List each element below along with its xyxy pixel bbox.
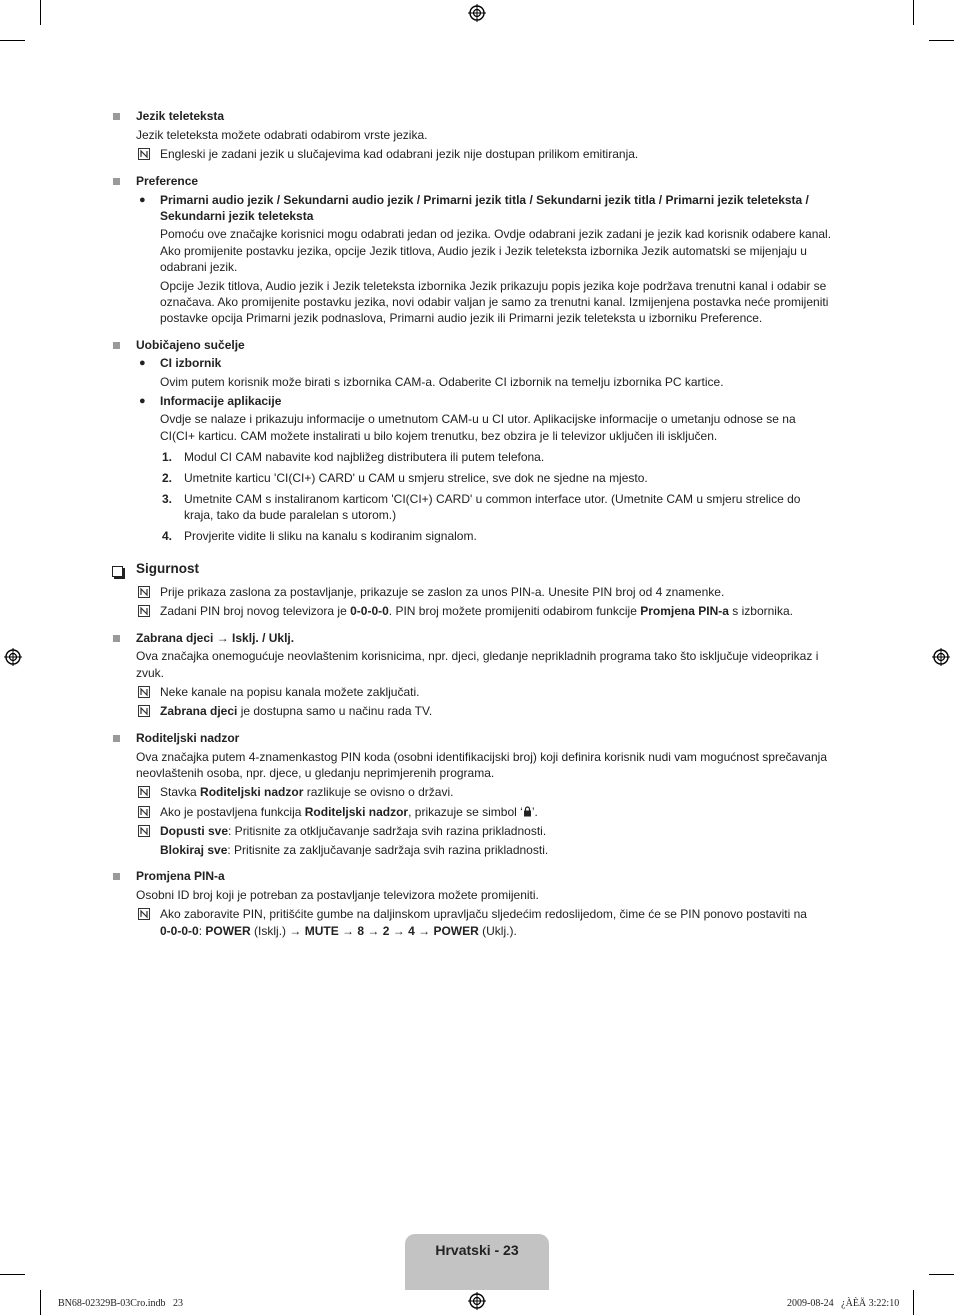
note-icon xyxy=(138,806,150,818)
paragraph-line: Ovdje se nalaze i prikazuju informacije o umetnutom CAM-u u CI utor. Aplikacijske informacije o umetanju odnose se na xyxy=(160,412,796,426)
section-title xyxy=(136,630,294,647)
note-icon xyxy=(138,148,150,160)
note-text-part: s izbornika. xyxy=(728,604,793,618)
step-text: Modul CI CAM nabavite kod najbližeg distributera ili putem telefona. xyxy=(184,450,545,464)
bullet-title: CI izbornik xyxy=(160,356,222,370)
title-part: Isklj. / Uklj. xyxy=(232,631,295,645)
note-text: Engleski je zadani jezik u slučajevima kad odabrani jezik nije dostupan prilikom emitiranja. xyxy=(160,147,639,161)
key-sequence-part: 8 xyxy=(357,924,365,938)
key-sequence-part: 0-0-0-0 xyxy=(160,924,199,938)
key-sequence xyxy=(160,923,517,940)
paragraph-line: postavke opcija Primarni jezik podnaslova, Primarni audio jezik ili Primarni jezik teleteksta u izborniku Preference. xyxy=(160,311,763,325)
paragraph: Jezik teleteksta možete odabrati odabirom vrste jezika. xyxy=(136,128,428,142)
square-bullet-icon xyxy=(113,342,120,349)
square-bullet-icon xyxy=(113,735,120,742)
note-text-part: Stavka xyxy=(160,785,201,799)
crop-mark xyxy=(929,1274,954,1275)
paragraph-line: označava. Ako promijenite postavku jezika, novi odabir valjan je samo za trenutni kanal. Izmijenjena postavka neće promijeniti xyxy=(160,295,829,309)
note-text-part: : Pritisnite za zaključavanje sadržaja svih razina prikladnosti. xyxy=(227,843,549,857)
square-bullet-icon xyxy=(113,113,120,120)
checkbox-bullet-icon xyxy=(112,566,123,577)
note-text-part: . PIN broj možete promijeniti odabirom funkcije xyxy=(388,604,641,618)
paragraph-line: Ova značajka onemogućuje neovlaštenim korisnicima, npr. djeci, gledanje neprikladnih programa tako što isključuje videoprikaz i xyxy=(136,649,819,663)
key-sequence-part: POWER xyxy=(205,924,251,938)
key-sequence-part: → xyxy=(414,924,434,938)
default-pin: 0-0-0-0 xyxy=(350,604,389,618)
paragraph-line: zvuk. xyxy=(136,666,165,680)
registration-mark-icon xyxy=(4,648,22,666)
note-icon xyxy=(138,908,150,920)
square-bullet-icon xyxy=(113,178,120,185)
square-bullet-icon xyxy=(113,635,120,642)
registration-mark-icon xyxy=(468,4,486,22)
note-text: Ako zaboravite PIN, pritišćite gumbe na daljinskom upravljaču sljedećim redoslijedom, čime će se PIN ponovo postaviti na xyxy=(160,907,807,921)
paragraph-line: neovlaštenih osoba, npr. djece, u gledanju neprimjerenih programa. xyxy=(136,766,495,780)
key-sequence-part: → xyxy=(338,924,358,938)
arrow: → xyxy=(213,631,233,645)
note-text xyxy=(160,603,793,620)
print-date: 2009-08-24 ¿ÀÈÄ 3:22:10 xyxy=(787,1298,900,1309)
note-text-part: Ako je postavljena funkcija xyxy=(160,805,305,819)
file-info: BN68-02329B-03Cro.indb 23 xyxy=(58,1298,183,1309)
key-sequence-part: → xyxy=(389,924,409,938)
option-name: Blokiraj sve xyxy=(160,843,228,857)
paragraph-line: odabrani jezik. xyxy=(160,260,238,274)
note-icon xyxy=(138,605,150,617)
note-icon xyxy=(138,825,150,837)
key-sequence-part: 4 xyxy=(408,924,415,938)
note-text xyxy=(160,804,538,821)
note-text: Prije prikaza zaslona za postavljanje, prikazuje se zaslon za unos PIN-a. Unesite PIN broj od 4 znamenke. xyxy=(160,585,725,599)
section-heading: Sigurnost xyxy=(136,561,199,576)
key-sequence-part: → xyxy=(364,924,383,938)
note-icon xyxy=(138,705,150,717)
note-text-part: je dostupna samo u načinu rada TV. xyxy=(237,704,433,718)
feature-name: Roditeljski nadzor xyxy=(304,805,409,819)
section-title: Jezik teleteksta xyxy=(136,109,225,123)
key-sequence-part: : xyxy=(198,924,206,938)
title-part: Zabrana djeci xyxy=(136,631,214,645)
paragraph-line: Ova značajka putem 4-znamenkastog PIN koda (osobni identifikacijski broj) koji definira korisnik nudi vam mogućnost sprečavanja xyxy=(136,750,827,764)
crop-mark xyxy=(40,0,41,25)
feature-name: Roditeljski nadzor xyxy=(200,785,304,799)
key-sequence-part: 2 xyxy=(382,924,390,938)
bullet-title: Primarni audio jezik / Sekundarni audio jezik / Primarni jezik titla / Sekundarni jezik titla / Primarni jezik teleteksta / xyxy=(160,193,809,207)
step-text: Provjerite vidite li sliku na kanalu s kodiranim signalom. xyxy=(184,529,477,543)
key-sequence-part: POWER xyxy=(433,924,479,938)
crop-mark xyxy=(40,1290,41,1315)
note-icon xyxy=(138,686,150,698)
paragraph-line: Pomoću ove značajke korisnici mogu odabrati jedan od jezika. Ovdje odabrani jezik zadani je jezik kad korisnik odabere kanal. xyxy=(160,227,832,241)
note-text-part: Zadani PIN broj novog televizora je xyxy=(160,604,351,618)
paragraph-line: CI(CI+ karticu. CAM možete instalirati u bilo kojem trenutku, bez obzira je li televizor uključen ili isključen. xyxy=(160,429,718,443)
note-text-part: ’. xyxy=(531,805,538,819)
step-number: 1. xyxy=(162,450,173,464)
note-text xyxy=(160,703,432,720)
crop-mark xyxy=(929,40,954,41)
registration-mark-icon xyxy=(932,648,950,666)
bullet-icon: ● xyxy=(139,395,146,407)
note-text-part: , prikazuje se simbol ‘ xyxy=(408,805,523,819)
note-text xyxy=(160,784,453,801)
key-sequence-part: MUTE xyxy=(304,924,339,938)
paragraph-line: Opcije Jezik titlova, Audio jezik i Jezik teleteksta izbornika Jezik prikazuju popis jezika koje podržava trenutni kanal i odabir se xyxy=(160,279,827,293)
section-title: Promjena PIN-a xyxy=(136,869,225,883)
section-title: Roditeljski nadzor xyxy=(136,731,240,745)
key-sequence-part: (Uklj.). xyxy=(478,924,517,938)
step-text: Umetnite karticu 'CI(CI+) CARD' u CAM u smjeru strelice, sve dok ne sjedne na mjesto. xyxy=(184,471,648,485)
section-title: Uobičajeno sučelje xyxy=(136,338,245,352)
key-sequence-part: (Isklj.) → xyxy=(250,924,305,938)
lock-icon xyxy=(523,806,532,817)
step-number: 3. xyxy=(162,492,173,506)
crop-mark xyxy=(913,0,914,25)
note-text xyxy=(160,823,546,840)
note-icon xyxy=(138,586,150,598)
square-bullet-icon xyxy=(113,873,120,880)
note-text xyxy=(160,842,548,859)
note-text: Neke kanale na popisu kanala možete zaključati. xyxy=(160,685,420,699)
paragraph-line: Ako promijenite postavku jezika, opcije Jezik titlova, Audio jezik i Jezik teleteksta izbornika Jezik automatski se mijenjaju u xyxy=(160,244,807,258)
note-icon xyxy=(138,786,150,798)
bullet-title: Informacije aplikacije xyxy=(160,394,282,408)
step-number: 2. xyxy=(162,471,173,485)
step-number: 4. xyxy=(162,529,173,543)
paragraph: Osobni ID broj koji je potreban za postavljanje televizora možete promijeniti. xyxy=(136,888,539,902)
registration-mark-icon xyxy=(468,1292,486,1310)
note-text-part: : Pritisnite za otključavanje sadržaja svih razina prikladnosti. xyxy=(228,824,547,838)
option-name: Dopusti sve xyxy=(160,824,229,838)
feature-name: Zabrana djeci xyxy=(160,704,238,718)
bullet-icon: ● xyxy=(139,194,146,206)
paragraph: Ovim putem korisnik može birati s izbornika CAM-a. Odaberite CI izbornik na temelju izbornika PC kartice. xyxy=(160,375,724,389)
crop-mark xyxy=(0,1274,25,1275)
step-text: kraja, tako da bude paralelan s utorom.) xyxy=(184,508,397,522)
section-title: Preference xyxy=(136,174,199,188)
page-number: Hrvatski - 23 xyxy=(435,1242,519,1258)
bullet-title: Sekundarni jezik teleteksta xyxy=(160,209,314,223)
bullet-icon: ● xyxy=(139,357,146,369)
menu-name: Promjena PIN-a xyxy=(640,604,729,618)
note-text-part: razlikuje se ovisno o državi. xyxy=(303,785,454,799)
step-text: Umetnite CAM s instaliranom karticom 'CI(CI+) CARD' u common interface utor. (Umetnite CAM u smjeru strelice do xyxy=(184,492,801,506)
crop-mark xyxy=(0,40,25,41)
crop-mark xyxy=(913,1290,914,1315)
